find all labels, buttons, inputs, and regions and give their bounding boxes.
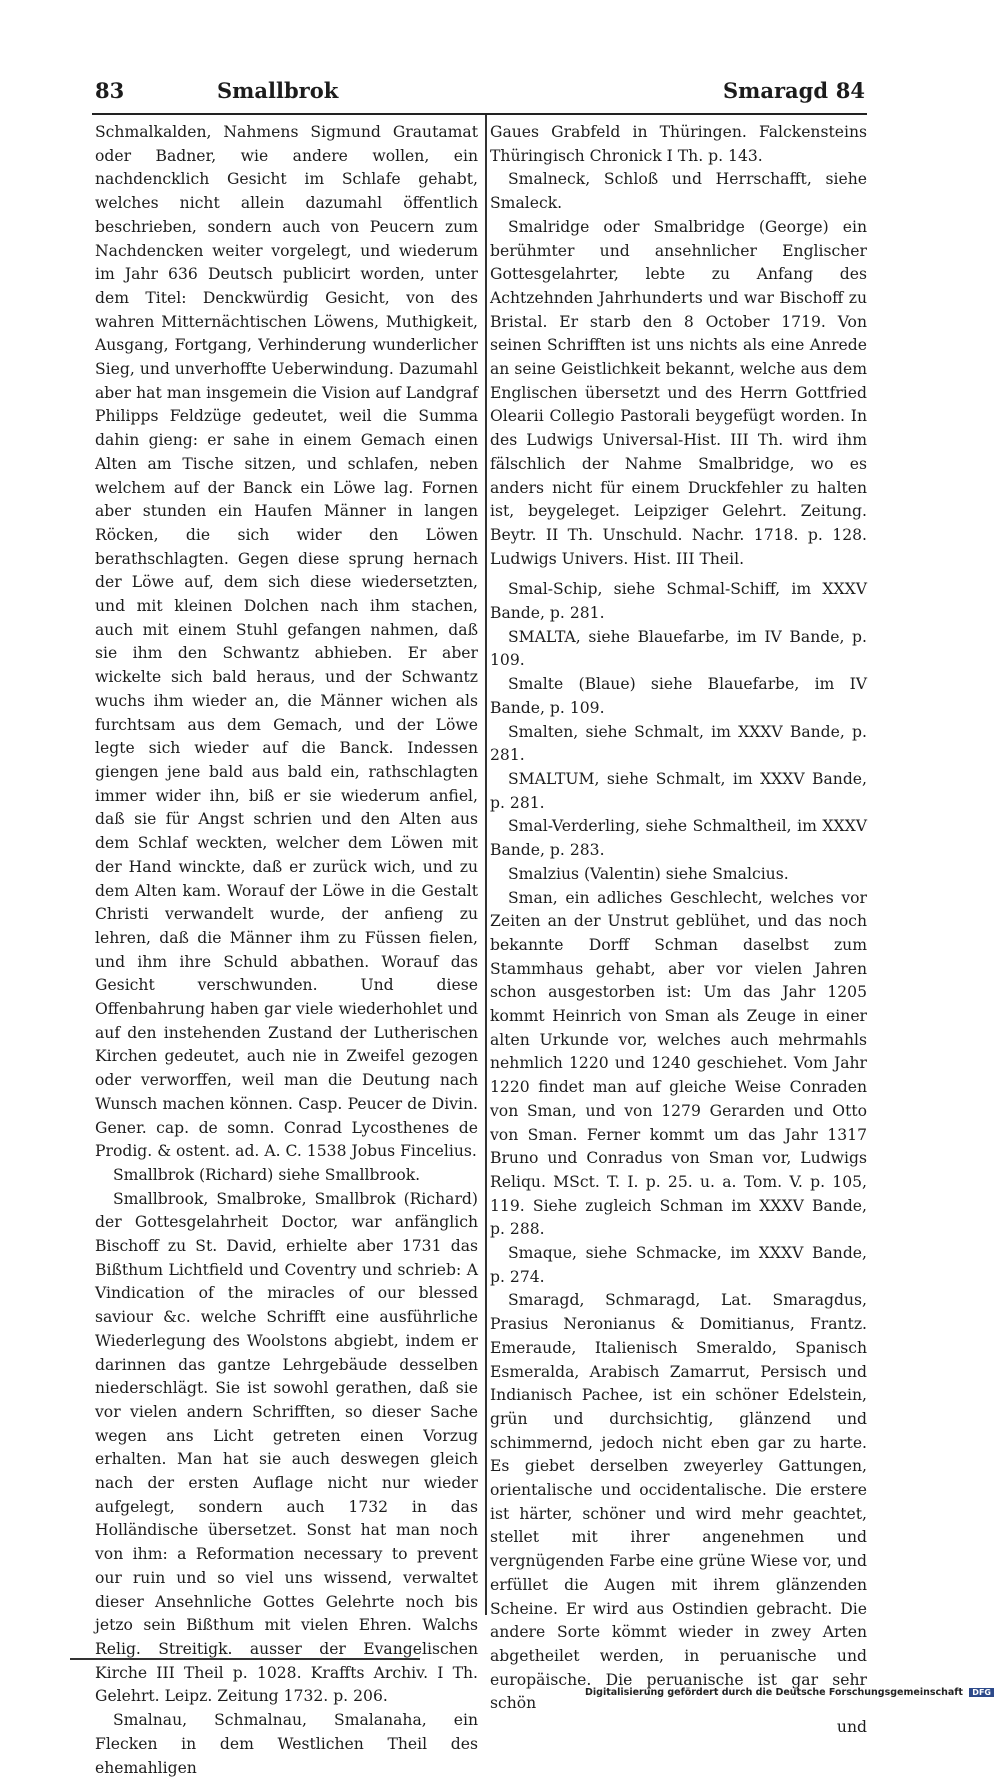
column-divider [485,115,487,1615]
right-column [490,121,867,1740]
entry-paragraph: Smallbrok (Richard) siehe Smallbrook. [113,1165,421,1184]
entry-paragraph: Smaragd, Schmaragd, Lat. Smaragdus, Prasius Neronianus & Domitianus, Frantz. Emeraude, Italienisch Smeraldo, Spanisch Esmeralda, Arabisch Zamarrut, Persisch und Indianisch Pachee, ist ein schöner Edelstein, grün und durchsichtig, glänzend und schimmernd, jedoch nicht eben gar zu harte. Es giebet derselben zweyerley Gattungen, orientalische und occidentalische. Die erstere ist härter, schöner und wird mehr geachtet, stellet mit ihrer angenehmen und vergnügenden Farbe eine grüne Wiese vor, und erfüllet die Augen mit ihrem glänzenden Scheine. Er wird aus Ostindien gebracht. Die andere Sorte kömmt wieder in zwey Arten abgetheilet werden, in peruanische und europäische. Die peruanische ist gar sehr schön [490,1291,867,1713]
entry-paragraph: Smal-Verderling, siehe Schmaltheil, im XXXV Bande, p. 283. [490,817,867,860]
entry-paragraph: Smalzius (Valentin) siehe Smalcius. [508,864,789,883]
entry-paragraph: SMALTA, siehe Blauefarbe, im IV Bande, p. 109. [490,627,867,670]
left-column [95,121,478,1780]
entry-paragraph: Smal-Schip, siehe Schmal-Schiff, im XXXV Bande, p. 281. [490,580,867,623]
entry-paragraph: Sman, ein adliches Geschlecht, welches vor Zeiten an der Unstrut geblühet, und das noch bekannte Dorff Schman daselbst zum Stammhaus gehabt, aber vor vielen Jahren schon ausgestorben ist: Um das Jahr 1205 kommt Heinrich von Sman als Zeuge in einer alten Urkunde vor, welches auch mehrmahls nehmlich 1220 und 1240 geschiehet. Vom Jahr 1220 findet man auf gleiche Weise Conraden von Sman, und von 1279 Gerarden und Otto von Sman. Ferner kommt um das Jahr 1317 Bruno und Conradus von Sman vor, Ludwigs Reliqu. MSct. T. I. p. 25. u. a. Tom. V. p. 105, 119. Siehe zugleich Schman im XXXV Bande, p. 288. [490,888,867,1239]
page-number-left: 83 [95,78,125,103]
entry-paragraph: Smalnau, Schmalnau, Smalanaha, ein Flecken in dem Westlichen Theil des ehemahligen [95,1711,478,1777]
running-header [95,78,865,110]
digitization-footer [585,1687,994,1698]
footer-text: Digitalisierung gefördert durch die Deutsche Forschungsgemeinschaft [585,1687,963,1698]
entry-paragraph: Smaque, siehe Schmacke, im XXXV Bande, p. 274. [490,1244,867,1286]
entry-paragraph: Smalneck, Schloß und Herrschafft, siehe Smaleck. [490,170,867,213]
dfg-logo-icon: DFG [969,1688,994,1697]
entry-paragraph: SMALTUM, siehe Schmalt, im XXXV Bande, p. 281. [490,769,867,812]
footer-rule [70,1658,420,1660]
entry-paragraph: Schmalkalden, Nahmens Sigmund Grautamat oder Badner, wie andere wollen, ein nachdencklich Gesicht im Schlafe gehabt, welches nicht allein dazumahl öffentlich beschrieben, sondern auch von Peucern zum Nachdencken weiter vorgelegt, und wiederum im Jahr 636 Deutsch publicirt worden, unter dem Titel: Denckwürdig Gesicht, von des wahren Mitternächtischen Löwens, Muthigkeit, Ausgang, Fortgang, Verhinderung wunderlicher Sieg, und unverhoffte Ueberwindung. Dazumahl aber hat man insgemein die Vision auf Landgraf Philipps Feldzüge gedeutet, weil die Summa dahin gieng: er sahe in einem Gemach einen Alten am Tische sitzen, und schlafen, neben welchem auf der Banck ein Löwe lag. Fornen aber stunden ein Haufen Männer in langen Röcken, die sich wider den Löwen berathschlagten. Gegen diese sprung hernach der Löwe auf, dem sich diese wiedersetzten, und mit kleinen Dolchen nach ihm stachen, auch mit einem Stuhl gefangen nahmen, daß sie ihm den Schwantz abhieben. Er aber wickelte sich bald heraus, und der Schwantz wuchs ihm wieder an, die Männer wichen als furchtsam aus dem Gemach, und der Löwe legte sich wieder auf die Banck. Indessen giengen jene bald aus bald ein, rathschlagten immer wider ihn, biß er sie wiederum anfiel, daß sie für Angst schrien und den Alten aus dem Schlaf weckten, welcher dem Löwen mit der Hand winckte, daß er zurück wich, und zu dem Alten kam. Worauf der Löwe in die Gestalt Christi verwandelt wurde, der anfieng zu lehren, daß die Männer ihm zu Füssen fielen, und ihm ihre Schuld abbathen. Worauf das Gesicht verschwunden. Und diese Offenbahrung haben gar viele wiederhohlet und auf den instehenden Zustand der Lutherischen Kirchen gedeutet, auch nie in Zweifel gezogen oder verworffen, weil man die Deutung nach Wunsch machen können. Casp. Peucer de Divin. Gener. cap. de somn. Conrad Lycosthenes de Prodig. & ostent. ad. A. C. 1538 Jobus Fincelius. [95,123,478,1161]
entry-paragraph: Smalridge oder Smalbridge (George) ein berühmter und ansehnlicher Englischer Gottesgelahrter, lebte zu Anfang des Achtzehnden Jahrhunderts und war Bischoff zu Bristal. Er starb den 8 October 1719. Von seinen Schrifften ist uns nichts als eine Anrede an seine Geistlichkeit bekannt, welche aus dem Englischen übersetzt und des Herrn Gottfried Olearii Collegio Pastorali beygefügt worden. In des Ludwigs Universal-Hist. III Th. wird ihm fälschlich der Nahme Smalbridge, wo es anders nicht für einem Druckfehler zu halten ist, beygeleget. Leipziger Gelehrt. Zeitung. Beytr. II Th. Unschuld. Nachr. 1718. p. 128. Ludwigs Univers. Hist. III Theil. [490,217,867,568]
entry-paragraph: Smalten, siehe Schmalt, im XXXV Bande, p. 281. [490,722,867,765]
catchword: und [836,1718,867,1737]
header-title-right: Smaragd [722,78,828,103]
page-number-right: 84 [835,78,865,103]
entry-paragraph: Gaues Grabfeld in Thüringen. Falckensteins Thüringisch Chronick I Th. p. 143. [490,123,867,165]
entry-paragraph: Smalte (Blaue) siehe Blauefarbe, im IV Bande, p. 109. [490,675,867,717]
header-title-left: Smallbrok [217,78,339,103]
header-rule [92,113,867,115]
entry-paragraph: Smallbrook, Smalbroke, Smallbrok (Richard) der Gottesgelahrheit Doctor, war anfänglich Bischoff zu St. David, erhielte aber 1731 das Bißthum Lichtfield und Coventry und schrieb: A Vindication of the miracles of our blessed saviour &c. welche Schrifft eine ausführliche Wiederlegung des Woolstons abgiebt, indem er darinnen das gantze Lehrgebäude desselben niederschlägt. Sie ist sowohl gerathen, daß sie vor vielen andern Schrifften, so dieser Sache wegen ans Licht getreten einen Vorzug erhalten. Man hat sie auch deswegen gleich nach der ersten Auflage nicht nur wieder aufgelegt, sondern auch 1732 in das Holländische übersetzet. Sonst hat man noch von ihm: a Reformation necessary to prevent our ruin und so viel uns wissend, verwaltet dieser Ansehnliche Gottes Gelehrte noch bis jetzo sein Bißthum mit vielen Ehren. Walchs Relig. Streitigk. ausser der Evangelischen Kirche III Theil p. 1028. Kraffts Archiv. I Th. Gelehrt. Leipz. Zeitung 1732. p. 206. [95,1189,478,1706]
